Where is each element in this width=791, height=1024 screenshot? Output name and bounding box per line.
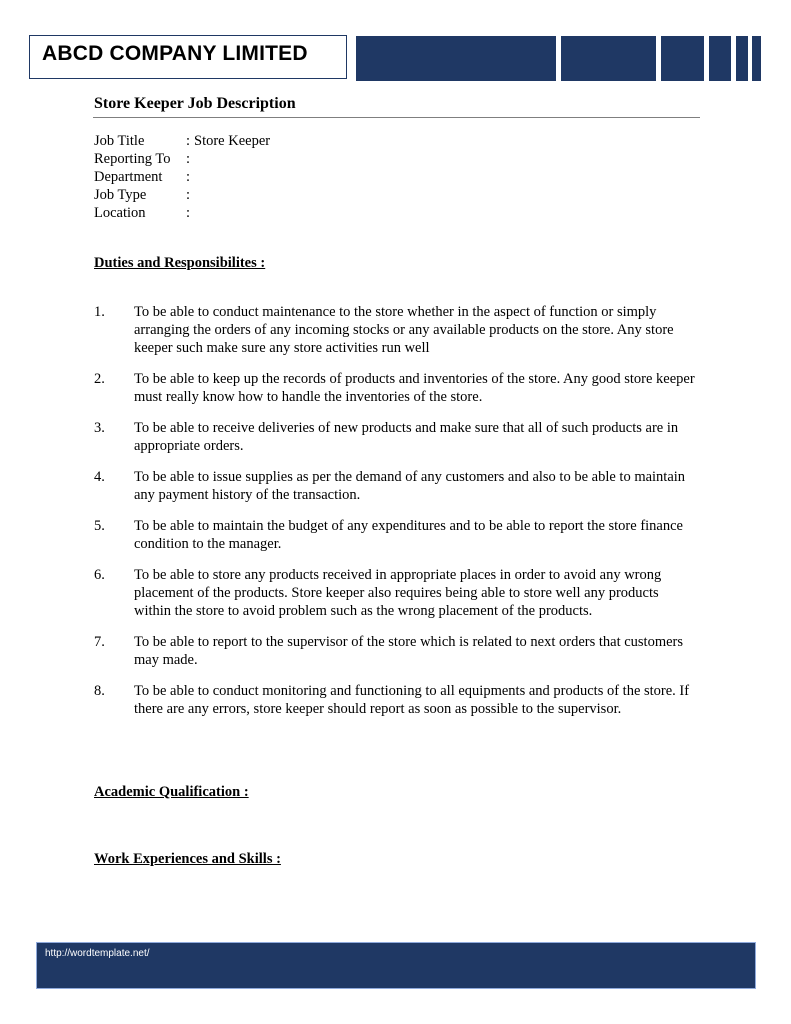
info-row-department — [94, 168, 270, 186]
info-separator: : — [186, 205, 191, 221]
header-bar-3 — [661, 36, 704, 81]
info-separator: : — [186, 151, 191, 167]
info-row-location — [94, 204, 270, 222]
list-item-number: 6. — [94, 567, 105, 583]
header-bar-4 — [709, 36, 731, 81]
document-title: Store Keeper Job Description — [94, 95, 296, 112]
work-experience-heading: Work Experiences and Skills : — [94, 851, 281, 867]
list-item-text: To be able to conduct maintenance to the store whether in the aspect of function or simply arranging the orders of any incoming stocks or any available products on the store. Any store keeper such make sure any store activities run well — [134, 304, 674, 356]
list-item-number: 3. — [94, 420, 105, 436]
list-item — [94, 303, 704, 357]
info-label: Job Type — [94, 187, 147, 203]
company-name: ABCD COMPANY LIMITED — [42, 42, 308, 65]
list-item-number: 1. — [94, 304, 105, 320]
list-item — [94, 566, 704, 620]
info-separator: : — [186, 187, 191, 203]
header-bar-2 — [561, 36, 656, 81]
list-item-number: 2. — [94, 371, 105, 387]
list-item-text: To be able to conduct monitoring and functioning to all equipments and products of the store. If there are any errors, store keeper should report as soon as possible to the supervisor. — [134, 683, 690, 717]
company-name-box — [29, 35, 347, 79]
info-row-job-title — [94, 132, 270, 150]
list-item — [94, 468, 704, 504]
duties-list — [94, 303, 704, 731]
header-bar-6 — [752, 36, 761, 81]
academic-qualification-heading: Academic Qualification : — [94, 784, 249, 800]
list-item-text: To be able to issue supplies as per the demand of any customers and also to be able to maintain any payment history of the transaction. — [134, 469, 686, 503]
header-bar-1 — [356, 36, 556, 81]
info-label: Location — [94, 205, 146, 221]
list-item-text: To be able to keep up the records of products and inventories of the store. Any good store keeper must really know how to handle the inventories of the store. — [134, 371, 695, 405]
info-separator: : — [186, 169, 191, 185]
list-item — [94, 682, 704, 718]
info-value: Store Keeper — [194, 133, 271, 149]
duties-heading: Duties and Responsibilites : — [94, 255, 266, 271]
list-item-number: 7. — [94, 634, 105, 650]
footer-url-link[interactable]: http://wordtemplate.net/ — [45, 948, 150, 959]
list-item-number: 5. — [94, 518, 105, 534]
footer-band — [36, 942, 756, 989]
header-bar-5 — [736, 36, 748, 81]
info-label: Reporting To — [94, 151, 171, 167]
info-separator: : — [186, 133, 191, 149]
list-item — [94, 370, 704, 406]
list-item-text: To be able to receive deliveries of new products and make sure that all of such products are in appropriate orders. — [134, 420, 679, 454]
list-item-number: 8. — [94, 683, 105, 699]
info-label: Job Title — [94, 133, 145, 149]
job-info-table — [94, 132, 270, 222]
info-row-job-type — [94, 186, 270, 204]
info-label: Department — [94, 169, 163, 185]
title-divider — [93, 117, 700, 118]
list-item — [94, 419, 704, 455]
list-item-text: To be able to maintain the budget of any expenditures and to be able to report the store finance condition to the manager. — [134, 518, 683, 552]
list-item — [94, 517, 704, 553]
info-row-reporting-to — [94, 150, 270, 168]
list-item — [94, 633, 704, 669]
list-item-text: To be able to report to the supervisor of the store which is related to next orders that customers may made. — [134, 634, 684, 668]
list-item-text: To be able to store any products received in appropriate places in order to avoid any wrong placement of the products. Store keeper also requires being able to store well any products within the store to avoid problem such as the wrong placement of the products. — [134, 567, 662, 619]
list-item-number: 4. — [94, 469, 105, 485]
